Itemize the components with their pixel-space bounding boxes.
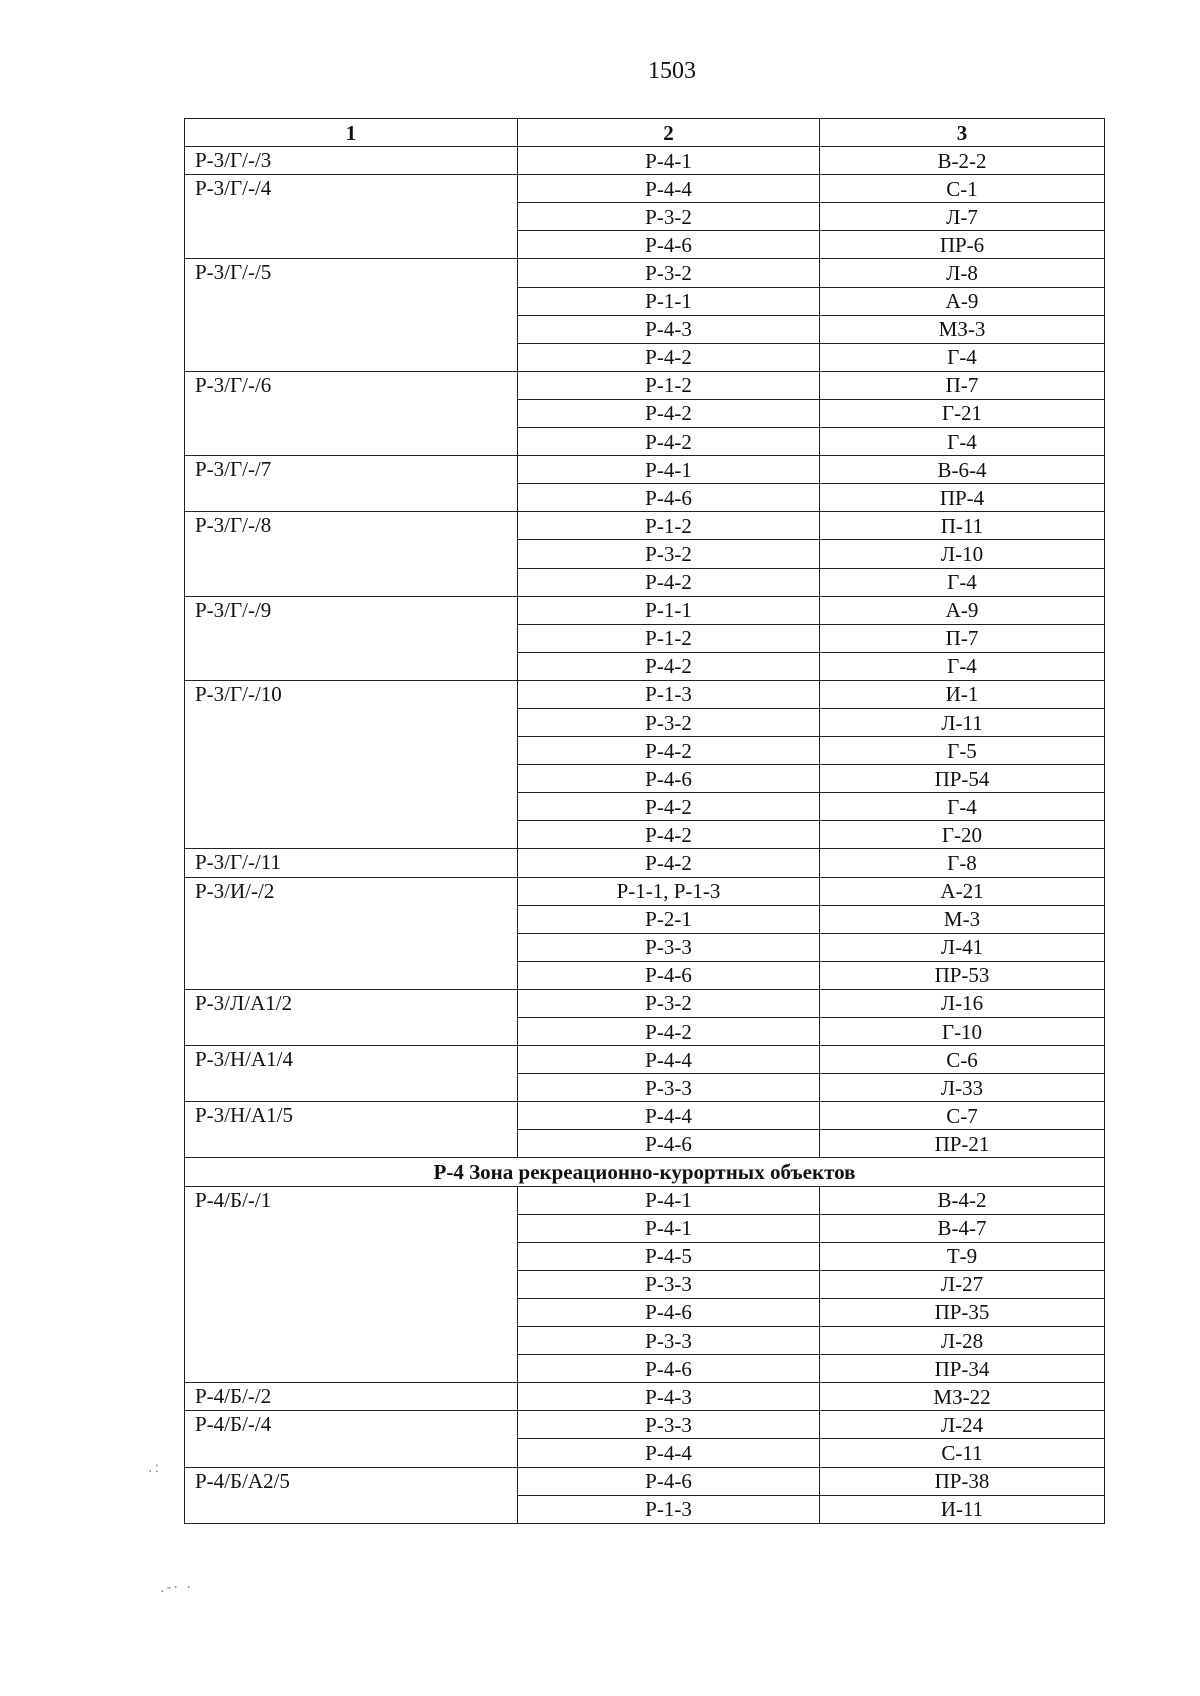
subzone-code-cell: Р-4-2 — [518, 821, 820, 849]
subzone-code-cell: Р-4-3 — [518, 315, 820, 343]
table-row — [185, 512, 1105, 540]
object-code-cell: Г-4 — [820, 343, 1105, 371]
zone-code-cell: Р-4/Б/-/4 — [185, 1411, 518, 1467]
object-code-cell: П-7 — [820, 371, 1105, 399]
table-row — [185, 989, 1105, 1017]
zone-code-cell: Р-3/Г/-/6 — [185, 371, 518, 455]
table-row — [185, 1102, 1105, 1130]
object-code-cell: Л-27 — [820, 1270, 1105, 1298]
subzone-code-cell: Р-2-1 — [518, 905, 820, 933]
object-code-cell: ПР-38 — [820, 1467, 1105, 1495]
subzone-code-cell: Р-4-6 — [518, 484, 820, 512]
subzone-code-cell: Р-4-4 — [518, 1046, 820, 1074]
column-header-1: 1 — [185, 119, 518, 147]
object-code-cell: П-7 — [820, 624, 1105, 652]
object-code-cell: И-11 — [820, 1495, 1105, 1523]
subzone-code-cell: Р-4-6 — [518, 231, 820, 259]
object-code-cell: Л-7 — [820, 203, 1105, 231]
table-row — [185, 1411, 1105, 1439]
object-code-cell: ПР-53 — [820, 961, 1105, 989]
zone-code-cell: Р-3/Г/-/4 — [185, 175, 518, 259]
object-code-cell: ПР-54 — [820, 765, 1105, 793]
object-code-cell: Т-9 — [820, 1242, 1105, 1270]
section-title: Р-4 Зона рекреационно-курортных объектов — [185, 1158, 1105, 1186]
subzone-code-cell: Р-4-6 — [518, 1467, 820, 1495]
object-code-cell: Г-4 — [820, 652, 1105, 680]
zone-code-cell: Р-3/Л/А1/2 — [185, 989, 518, 1045]
object-code-cell: Л-8 — [820, 259, 1105, 287]
zone-code-cell: Р-4/Б/-/2 — [185, 1383, 518, 1411]
subzone-code-cell: Р-3-3 — [518, 933, 820, 961]
zone-code-cell: Р-4/Б/-/1 — [185, 1186, 518, 1383]
object-code-cell: Л-16 — [820, 989, 1105, 1017]
object-code-cell: МЗ-22 — [820, 1383, 1105, 1411]
table-row — [185, 680, 1105, 708]
subzone-code-cell: Р-1-3 — [518, 680, 820, 708]
subzone-code-cell: Р-3-2 — [518, 540, 820, 568]
subzone-code-cell: Р-4-2 — [518, 652, 820, 680]
subzone-code-cell: Р-1-2 — [518, 624, 820, 652]
table-header-row — [185, 119, 1105, 147]
scan-speck: .-· · — [160, 1580, 193, 1596]
subzone-code-cell: Р-4-6 — [518, 1298, 820, 1326]
object-code-cell: ПР-34 — [820, 1355, 1105, 1383]
object-code-cell: М-3 — [820, 905, 1105, 933]
subzone-code-cell: Р-1-2 — [518, 371, 820, 399]
subzone-code-cell: Р-4-2 — [518, 343, 820, 371]
page-number: 1503 — [648, 58, 696, 84]
table-row — [185, 1383, 1105, 1411]
object-code-cell: Л-11 — [820, 708, 1105, 736]
subzone-code-cell: Р-4-1 — [518, 1186, 820, 1214]
subzone-code-cell: Р-3-3 — [518, 1074, 820, 1102]
subzone-code-cell: Р-4-1 — [518, 147, 820, 175]
object-code-cell: Г-4 — [820, 568, 1105, 596]
table-row — [185, 877, 1105, 905]
object-code-cell: С-11 — [820, 1439, 1105, 1467]
object-code-cell: ПР-21 — [820, 1130, 1105, 1158]
subzone-code-cell: Р-4-4 — [518, 175, 820, 203]
object-code-cell: Л-41 — [820, 933, 1105, 961]
object-code-cell: ПР-35 — [820, 1298, 1105, 1326]
object-code-cell: МЗ-3 — [820, 315, 1105, 343]
zone-code-cell: Р-4/Б/А2/5 — [185, 1467, 518, 1523]
object-code-cell: С-1 — [820, 175, 1105, 203]
table-row — [185, 259, 1105, 287]
subzone-code-cell: Р-4-1 — [518, 456, 820, 484]
subzone-code-cell: Р-3-3 — [518, 1270, 820, 1298]
subzone-code-cell: Р-4-6 — [518, 1355, 820, 1383]
object-code-cell: А-9 — [820, 287, 1105, 315]
zone-code-cell: Р-3/Г/-/10 — [185, 680, 518, 849]
object-code-cell: В-4-2 — [820, 1186, 1105, 1214]
subzone-code-cell: Р-4-5 — [518, 1242, 820, 1270]
zone-code-cell: Р-3/Г/-/5 — [185, 259, 518, 371]
object-code-cell: Г-21 — [820, 399, 1105, 427]
subzone-code-cell: Р-1-2 — [518, 512, 820, 540]
subzone-code-cell: Р-3-2 — [518, 203, 820, 231]
object-code-cell: Г-4 — [820, 793, 1105, 821]
subzone-code-cell: Р-1-1 — [518, 287, 820, 315]
object-code-cell: Л-28 — [820, 1327, 1105, 1355]
scan-speck: .: — [148, 1460, 162, 1476]
column-header-2: 2 — [518, 119, 820, 147]
table-row — [185, 596, 1105, 624]
subzone-code-cell: Р-4-2 — [518, 568, 820, 596]
object-code-cell: С-7 — [820, 1102, 1105, 1130]
object-code-cell: Г-20 — [820, 821, 1105, 849]
table-row — [185, 1467, 1105, 1495]
zone-code-cell: Р-3/Г/-/3 — [185, 147, 518, 175]
subzone-code-cell: Р-4-2 — [518, 1018, 820, 1046]
zone-code-cell: Р-3/Г/-/7 — [185, 456, 518, 512]
object-code-cell: В-6-4 — [820, 456, 1105, 484]
table-row — [185, 1186, 1105, 1214]
zone-code-cell: Р-3/Г/-/9 — [185, 596, 518, 680]
object-code-cell: В-2-2 — [820, 147, 1105, 175]
object-code-cell: Г-5 — [820, 737, 1105, 765]
subzone-code-cell: Р-4-2 — [518, 849, 820, 877]
subzone-code-cell: Р-4-6 — [518, 765, 820, 793]
subzone-code-cell: Р-1-1 — [518, 596, 820, 624]
subzone-code-cell: Р-1-3 — [518, 1495, 820, 1523]
zoning-table — [184, 118, 1105, 1524]
object-code-cell: ПР-6 — [820, 231, 1105, 259]
subzone-code-cell: Р-3-3 — [518, 1327, 820, 1355]
subzone-code-cell: Р-4-6 — [518, 961, 820, 989]
zone-code-cell: Р-3/Г/-/8 — [185, 512, 518, 596]
table-row — [185, 147, 1105, 175]
table-row — [185, 371, 1105, 399]
subzone-code-cell: Р-4-4 — [518, 1439, 820, 1467]
subzone-code-cell: Р-4-2 — [518, 737, 820, 765]
subzone-code-cell: Р-4-4 — [518, 1102, 820, 1130]
zone-code-cell: Р-3/Н/А1/5 — [185, 1102, 518, 1158]
subzone-code-cell: Р-3-2 — [518, 989, 820, 1017]
object-code-cell: П-11 — [820, 512, 1105, 540]
subzone-code-cell: Р-4-2 — [518, 793, 820, 821]
subzone-code-cell: Р-3-2 — [518, 259, 820, 287]
object-code-cell: Г-10 — [820, 1018, 1105, 1046]
subzone-code-cell: Р-3-2 — [518, 708, 820, 736]
subzone-code-cell: Р-3-3 — [518, 1411, 820, 1439]
object-code-cell: Л-10 — [820, 540, 1105, 568]
table-row — [185, 456, 1105, 484]
subzone-code-cell: Р-4-2 — [518, 428, 820, 456]
object-code-cell: Г-4 — [820, 428, 1105, 456]
subzone-code-cell: Р-1-1, Р-1-3 — [518, 877, 820, 905]
zone-code-cell: Р-3/Н/А1/4 — [185, 1046, 518, 1102]
subzone-code-cell: Р-4-3 — [518, 1383, 820, 1411]
table-row — [185, 1046, 1105, 1074]
subzone-code-cell: Р-4-2 — [518, 399, 820, 427]
subzone-code-cell: Р-4-6 — [518, 1130, 820, 1158]
section-row — [185, 1158, 1105, 1186]
object-code-cell: С-6 — [820, 1046, 1105, 1074]
object-code-cell: Г-8 — [820, 849, 1105, 877]
object-code-cell: А-21 — [820, 877, 1105, 905]
object-code-cell: ПР-4 — [820, 484, 1105, 512]
object-code-cell: Л-24 — [820, 1411, 1105, 1439]
object-code-cell: А-9 — [820, 596, 1105, 624]
table-row — [185, 849, 1105, 877]
object-code-cell: В-4-7 — [820, 1214, 1105, 1242]
object-code-cell: И-1 — [820, 680, 1105, 708]
table-body — [185, 147, 1105, 1524]
zone-code-cell: Р-3/Г/-/11 — [185, 849, 518, 877]
object-code-cell: Л-33 — [820, 1074, 1105, 1102]
table-row — [185, 175, 1105, 203]
zone-code-cell: Р-3/И/-/2 — [185, 877, 518, 989]
subzone-code-cell: Р-4-1 — [518, 1214, 820, 1242]
column-header-3: 3 — [820, 119, 1105, 147]
